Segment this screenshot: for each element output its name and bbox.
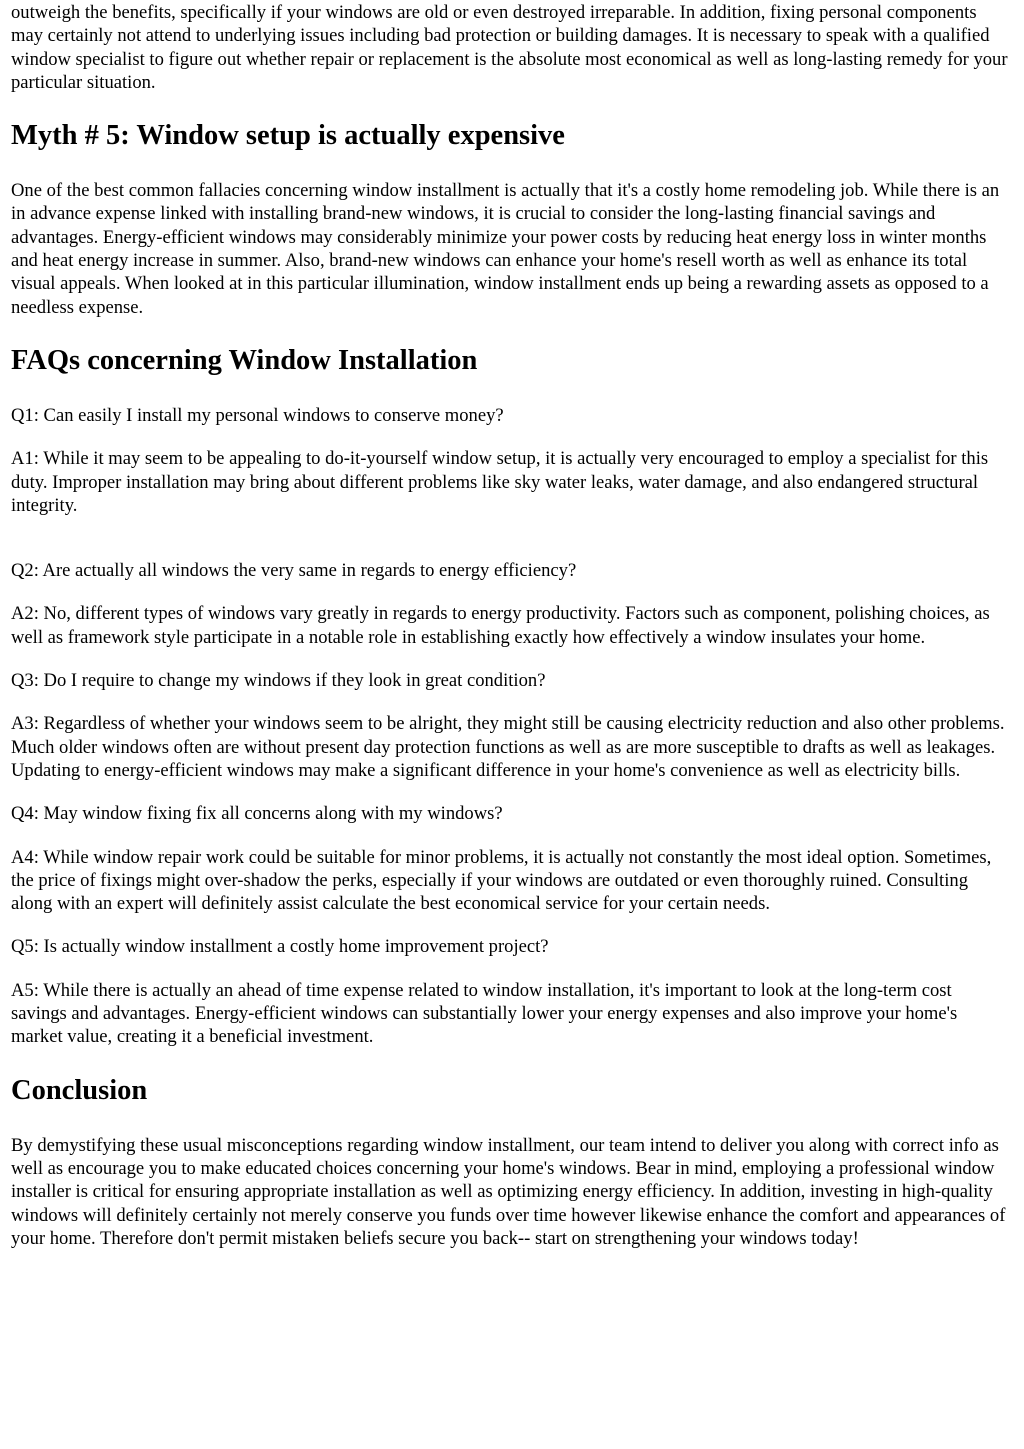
myth5-paragraph: One of the best common fallacies concerning window installment is actually that it's a costly home remodeling job. While there is an in advance expense linked with installing brand-new windows, it is crucial to consider the long-lasting financial savings and advantages. Energy-efficient windows may considerably minimize your power costs by reducing heat energy loss in winter months and heat energy increase in summer. Also, brand-new windows can enhance your home's resell worth as well as enhance its total visual appeals. When looked at in this particular illumination, window installment ends up being a rewarding assets as opposed to a needless expense.	[11, 180, 1000, 318]
spacer	[11, 517, 1011, 540]
conclusion-heading: Conclusion	[11, 1074, 148, 1106]
faq-answer-5: A5: While there is actually an ahead of time expense related to window installation, it's important to look at the long-term cost savings and advantages. Energy-efficient windows can substantially lower your energy expenses and also improve your home's market value, creating it a beneficial investment.	[11, 979, 958, 1048]
intro-paragraph: outweigh the benefits, specifically if your windows are old or even destroyed irreparable. In addition, fixing personal components may certainly not attend to underlying issues including bad protection or building damages. It is necessary to speak with a qualified window specialist to figure out whether repair or replacement is the absolute most economical as well as long-lasting remedy for your particular situation.	[11, 2, 1008, 93]
faq-question-3: Q3: Do I require to change my windows if they look in great condition?	[11, 670, 546, 692]
faq-question-2: Q2: Are actually all windows the very same in regards to energy efficiency?	[11, 560, 577, 582]
faqs-heading: FAQs concerning Window Installation	[11, 344, 478, 376]
faq-answer-1: A1: While it may seem to be appealing to do-it-yourself window setup, it is actually very encouraged to employ a specialist for this duty. Improper installation may bring about different problems like sky water leaks, water damage, and also endangered structural integrity.	[11, 448, 989, 516]
conclusion-paragraph: By demystifying these usual misconceptions regarding window installment, our team intend to deliver you along with correct info as well as encourage you to make educated choices concerning your home's windows. Bear in mind, employing a professional window installer is critical for ensuring appropriate installation as well as optimizing energy efficiency. In addition, investing in high-quality windows will definitely certainly not merely conserve you funds over time however likewise enhance the comfort and appearances of your home. Therefore don't permit mistaken beliefs secure you back-- start on strengthening your windows today!	[11, 1134, 1006, 1249]
myth5-heading: Myth # 5: Window setup is actually expensive	[11, 120, 565, 152]
faq-answer-2: A2: No, different types of windows vary greatly in regards to energy productivity. Factors such as component, polishing choices, as well as framework style participate in a notable role in establishing exactly how effectively a window insulates your home.	[11, 603, 990, 648]
faq-question-5: Q5: Is actually window installment a costly home improvement project?	[11, 936, 549, 958]
article-page	[0, 1, 1023, 1250]
faq-answer-4: A4: While window repair work could be suitable for minor problems, it is actually not constantly the most ideal option. Sometimes, the price of fixings might over-shadow the perks, especially if your windows are outdated or even thoroughly ruined. Consulting along with an expert will definitely assist calculate the best economical service for your certain needs.	[11, 846, 992, 915]
faq-question-4: Q4: May window fixing fix all concerns along with my windows?	[11, 803, 503, 825]
faq-answer-3: A3: Regardless of whether your windows seem to be alright, they might still be causing electricity reduction and also other problems. Much older windows often are without present day protection functions as well as are more susceptible to drafts as well as leakages. Updating to energy-efficient windows may make a significant difference in your home's convenience as well as electricity bills.	[11, 713, 1005, 781]
faq-question-1: Q1: Can easily I install my personal windows to conserve money?	[11, 404, 504, 426]
